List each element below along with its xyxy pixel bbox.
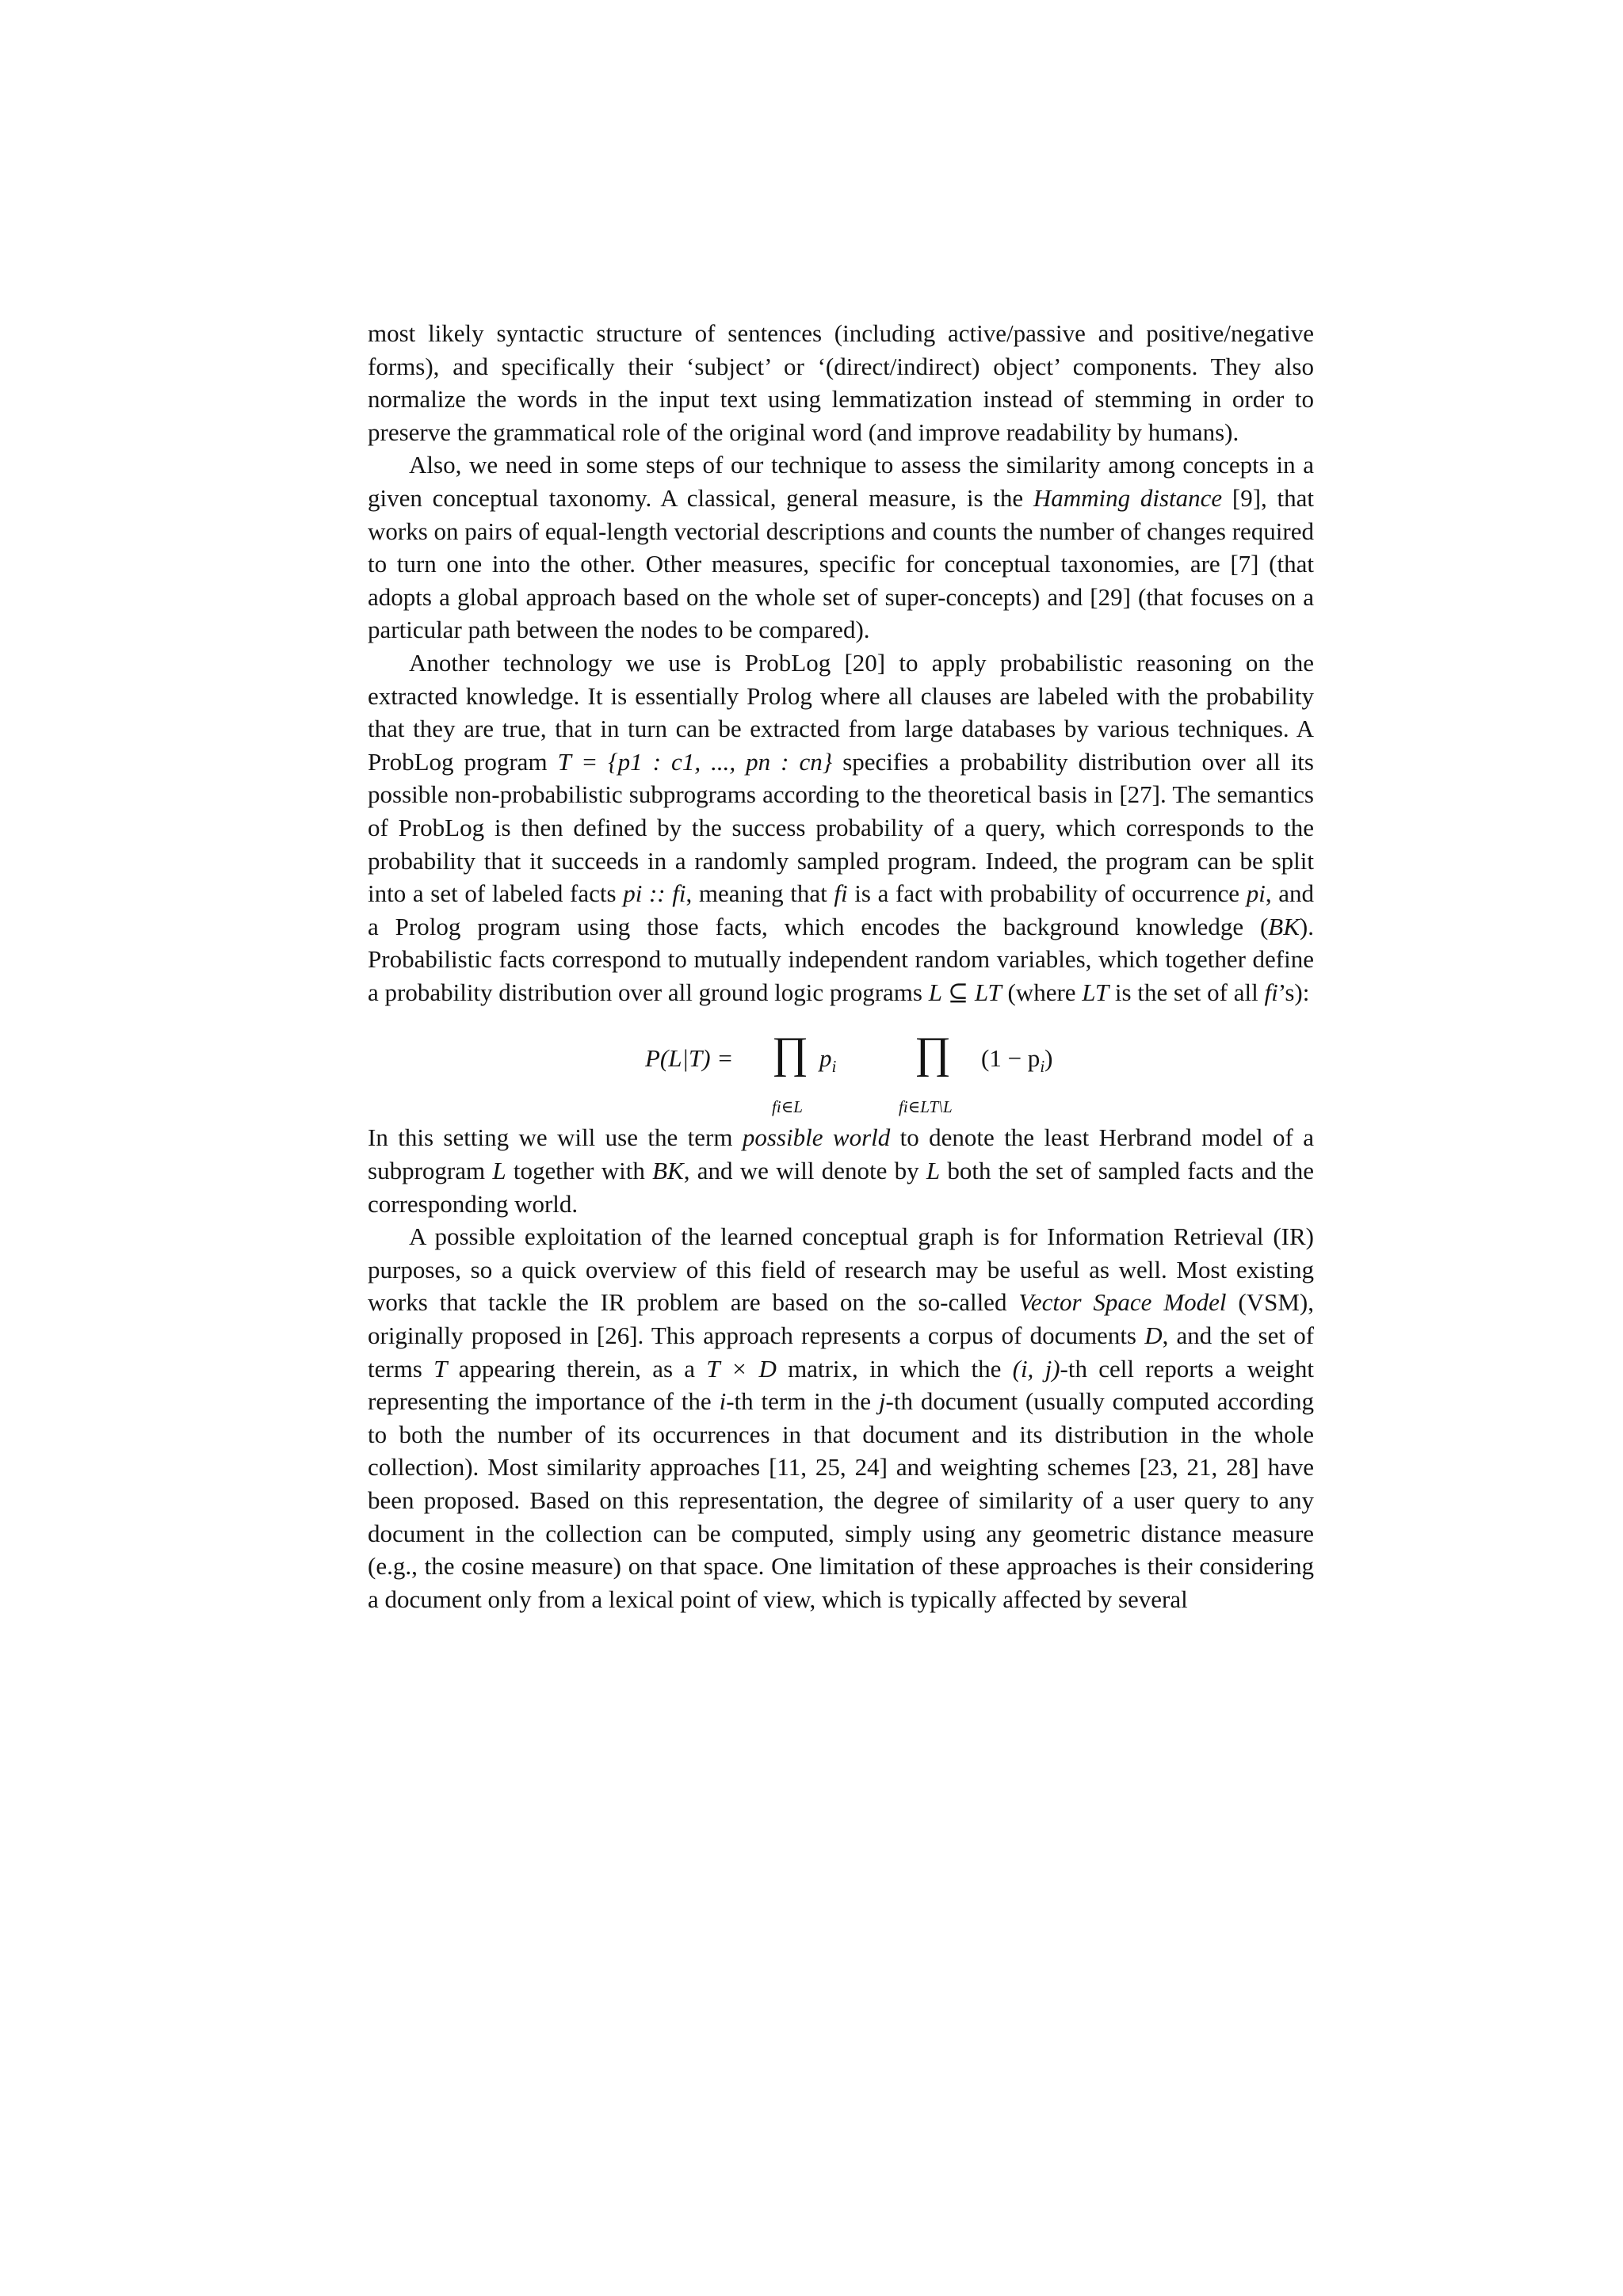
math-fi: fi (1264, 978, 1278, 1006)
product-symbol-1: ∏ (772, 1028, 809, 1078)
paragraph-1: most likely syntactic structure of sentences (including active/passive and positive/negative forms), and specifically their ‘subject’ or ‘(direct/indirect) object’ components. They also normalize the words in the input text using lemmatization instead of stemming in order to preserve the grammatical role of the original word (and improve readability by humans). (368, 319, 1314, 446)
equation-subscript-1: fi∈L (772, 1097, 803, 1117)
paragraph-2: Also, we need in some steps of our technique to assess the similarity among concepts in a given conceptual taxonomy. A classical, general measure, is the Hamming distance [9], that works on pairs of equal-length vectorial descriptions and counts the number of changes required to turn one into the other. Other measures, specific for conceptual taxonomies, are [7] (that adopts a global approach based on the whole set of super-concepts) and [29] (that focuses on a particular path between the nodes to be compared). (368, 451, 1314, 644)
math-probability: pi (1246, 879, 1266, 908)
display-equation (368, 1018, 1314, 1116)
product-symbol-2: ∏ (915, 1028, 952, 1078)
paper-page (368, 317, 1314, 1615)
math-problog-program: T = {p1 : c1, ..., pn : cn} (557, 747, 833, 776)
emphasis-vector-space-model: Vector Space Model (1018, 1288, 1227, 1317)
emphasis-hamming-distance: Hamming distance (1033, 483, 1223, 512)
equation-subscript-2: fi∈LT\L (899, 1097, 953, 1117)
math-labeled-fact: pi :: fi (623, 879, 686, 908)
math-subset: L ⊆ LT (928, 978, 1002, 1006)
equation-lhs: P(L|T) = (645, 1044, 734, 1073)
paragraph-5: A possible exploitation of the learned conceptual graph is for Information Retrieval (IR) purposes, so a quick overview of this field of research may be useful as well. Most existing works that tackle the IR problem are based on the so-called Vector Space Model (VSM), originally proposed in [26]. This approach represents a corpus of documents D, and the set of terms T appearing therein, as a T × D matrix, in which the (i, j)-th cell reports a weight representing the importance of the i-th term in the j-th document (usually computed according to both the number of its occurrences in that document and its distribution in the whole collection). Most similarity approaches [11, 25, 24] and weighting schemes [23, 21, 28] have been proposed. Based on this representation, the degree of similarity of a user query to any document in the collection can be computed, simply using any geometric distance measure (e.g., the cosine measure) on that space. One limitation of these approaches is their considering a document only from a lexical point of view, which is typically affected by several (368, 1222, 1315, 1613)
math-fact: fi (834, 879, 848, 908)
math-lt: LT (1082, 978, 1109, 1006)
emphasis-possible-world: possible world (742, 1123, 891, 1152)
paragraph-3: Another technology we use is ProbLog [20] to apply probabilistic reasoning on the extracted knowledge. It is essentially Prolog where all clauses are labeled with the probability that they are true, that in turn can be extracted from large databases by various techniques. A ProbLog program T = {p1 : c1, ..., pn : cn} specifies a probability distribution over all its possible non-probabilistic subprograms according to the theoretical basis in [27]. The semantics of ProbLog is then defined by the success probability of a query, which corresponds to the probability that it succeeds in a randomly sampled program. Indeed, the program can be split into a set of labeled facts pi :: fi, meaning that fi is a fact with probability of occurrence pi, and a Prolog program using those facts, which encodes the background knowledge (BK). Probabilistic facts correspond to mutually independent random variables, which together define a probability distribution over all ground logic programs L ⊆ LT (where LT is the set of all fi’s): (368, 648, 1314, 1006)
equation-factor-1: $p_i$ (819, 1044, 837, 1077)
paragraph-4: In this setting we will use the term possible world to denote the least Herbrand model of a subprogram L together with BK, and we will denote by L both the set of sampled facts and the corresponding world. (368, 1123, 1315, 1218)
equation-factor-2: $(1 - p_i)$ (981, 1044, 1053, 1077)
math-bk: BK (1268, 912, 1300, 940)
